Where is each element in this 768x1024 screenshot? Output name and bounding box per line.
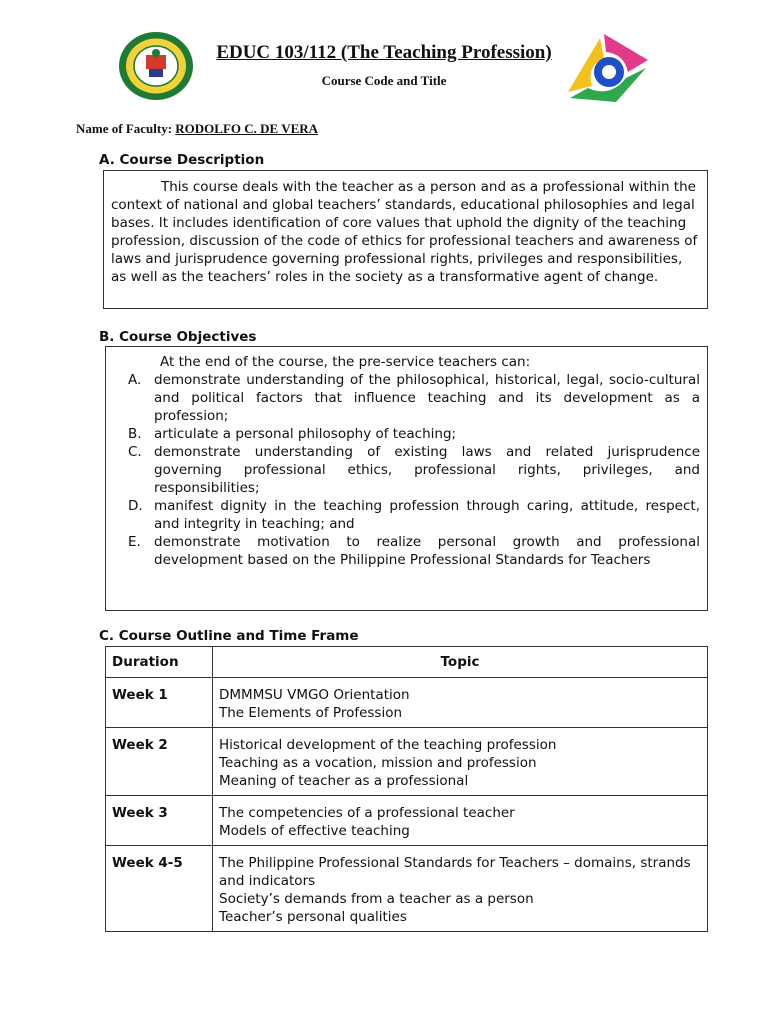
- topic-line: DMMMSU VMGO Orientation: [219, 687, 410, 703]
- tricolor-swirl-logo-icon: [566, 32, 650, 104]
- objective-item: [128, 533, 700, 569]
- duration-cell: Week 3: [106, 796, 213, 846]
- course-subtitle: Course Code and Title: [321, 73, 447, 88]
- objective-text: demonstrate understanding of the philosophical, historical, legal, socio-cultural and political factors that influence teaching and its development as a profession;: [154, 372, 700, 424]
- objective-text: demonstrate motivation to realize personal growth and professional development based on the Philippine Professional Standards for Teachers: [154, 534, 700, 568]
- objective-text: manifest dignity in the teaching profession through caring, attitude, respect, and integrity in teaching; and: [154, 498, 700, 532]
- topic-line: Meaning of teacher as a professional: [219, 773, 469, 789]
- topic-cell: [213, 846, 708, 932]
- objective-letter: D.: [128, 498, 143, 514]
- objective-item: [128, 497, 700, 533]
- objective-item: [128, 425, 700, 443]
- duration-column-header: Duration: [106, 647, 213, 678]
- faculty-line: [76, 121, 318, 137]
- topic-cell: [213, 796, 708, 846]
- topic-column-header: Topic: [213, 647, 708, 678]
- course-objectives-box: [105, 346, 708, 611]
- faculty-name: RODOLFO C. DE VERA: [175, 121, 319, 136]
- topic-line: Teacher’s personal qualities: [219, 909, 407, 925]
- objective-text: demonstrate understanding of existing laws and related jurisprudence governing professional ethics, professional rights, privileges, and responsibilities;: [154, 444, 700, 496]
- topic-line: Society’s demands from a teacher as a person: [219, 891, 534, 907]
- course-outline-table: [105, 646, 708, 932]
- objective-text: articulate a personal philosophy of teaching;: [154, 426, 457, 442]
- objective-letter: A.: [128, 372, 142, 388]
- duration-cell: Week 4-5: [106, 846, 213, 932]
- table-row: [106, 796, 708, 846]
- topic-line: The competencies of a professional teacher: [219, 805, 515, 821]
- topic-line: Models of effective teaching: [219, 823, 410, 839]
- table-row: [106, 678, 708, 728]
- course-objectives-heading: B. Course Objectives: [99, 329, 257, 345]
- topic-cell: [213, 678, 708, 728]
- table-row: [106, 728, 708, 796]
- table-row: [106, 846, 708, 932]
- objective-item: [128, 443, 700, 497]
- topic-cell: [213, 728, 708, 796]
- faculty-label: Name of Faculty:: [76, 121, 173, 136]
- objective-item: [128, 371, 700, 425]
- objective-letter: C.: [128, 444, 142, 460]
- topic-line: Historical development of the teaching profession: [219, 737, 557, 753]
- course-outline-heading: C. Course Outline and Time Frame: [99, 628, 359, 644]
- objective-letter: E.: [128, 534, 141, 550]
- duration-cell: Week 1: [106, 678, 213, 728]
- course-description-text: This course deals with the teacher as a person and as a professional within the context of national and global teachers’ standards, educational philosophies and legal bases. It includes identification of core values that uphold the dignity of the teaching profession, discussion of the code of ethics for professional teachers and awareness of laws and jurisprudence governing professional rights, privileges and responsibilities, as well as the teachers’ roles in the society as a transformative agent of change.: [111, 179, 698, 285]
- course-description-box: [103, 170, 708, 309]
- topic-line: The Philippine Professional Standards for Teachers – domains, strands and indicators: [219, 855, 691, 889]
- topic-line: The Elements of Profession: [219, 705, 403, 721]
- course-title: EDUC 103/112 (The Teaching Profession): [216, 42, 552, 63]
- duration-cell: Week 2: [106, 728, 213, 796]
- topic-line: Teaching as a vocation, mission and profession: [219, 755, 537, 771]
- objective-letter: B.: [128, 426, 142, 442]
- objectives-intro: At the end of the course, the pre-service teachers can:: [160, 354, 531, 370]
- table-header-row: [106, 647, 708, 678]
- course-description-heading: A. Course Description: [99, 152, 265, 168]
